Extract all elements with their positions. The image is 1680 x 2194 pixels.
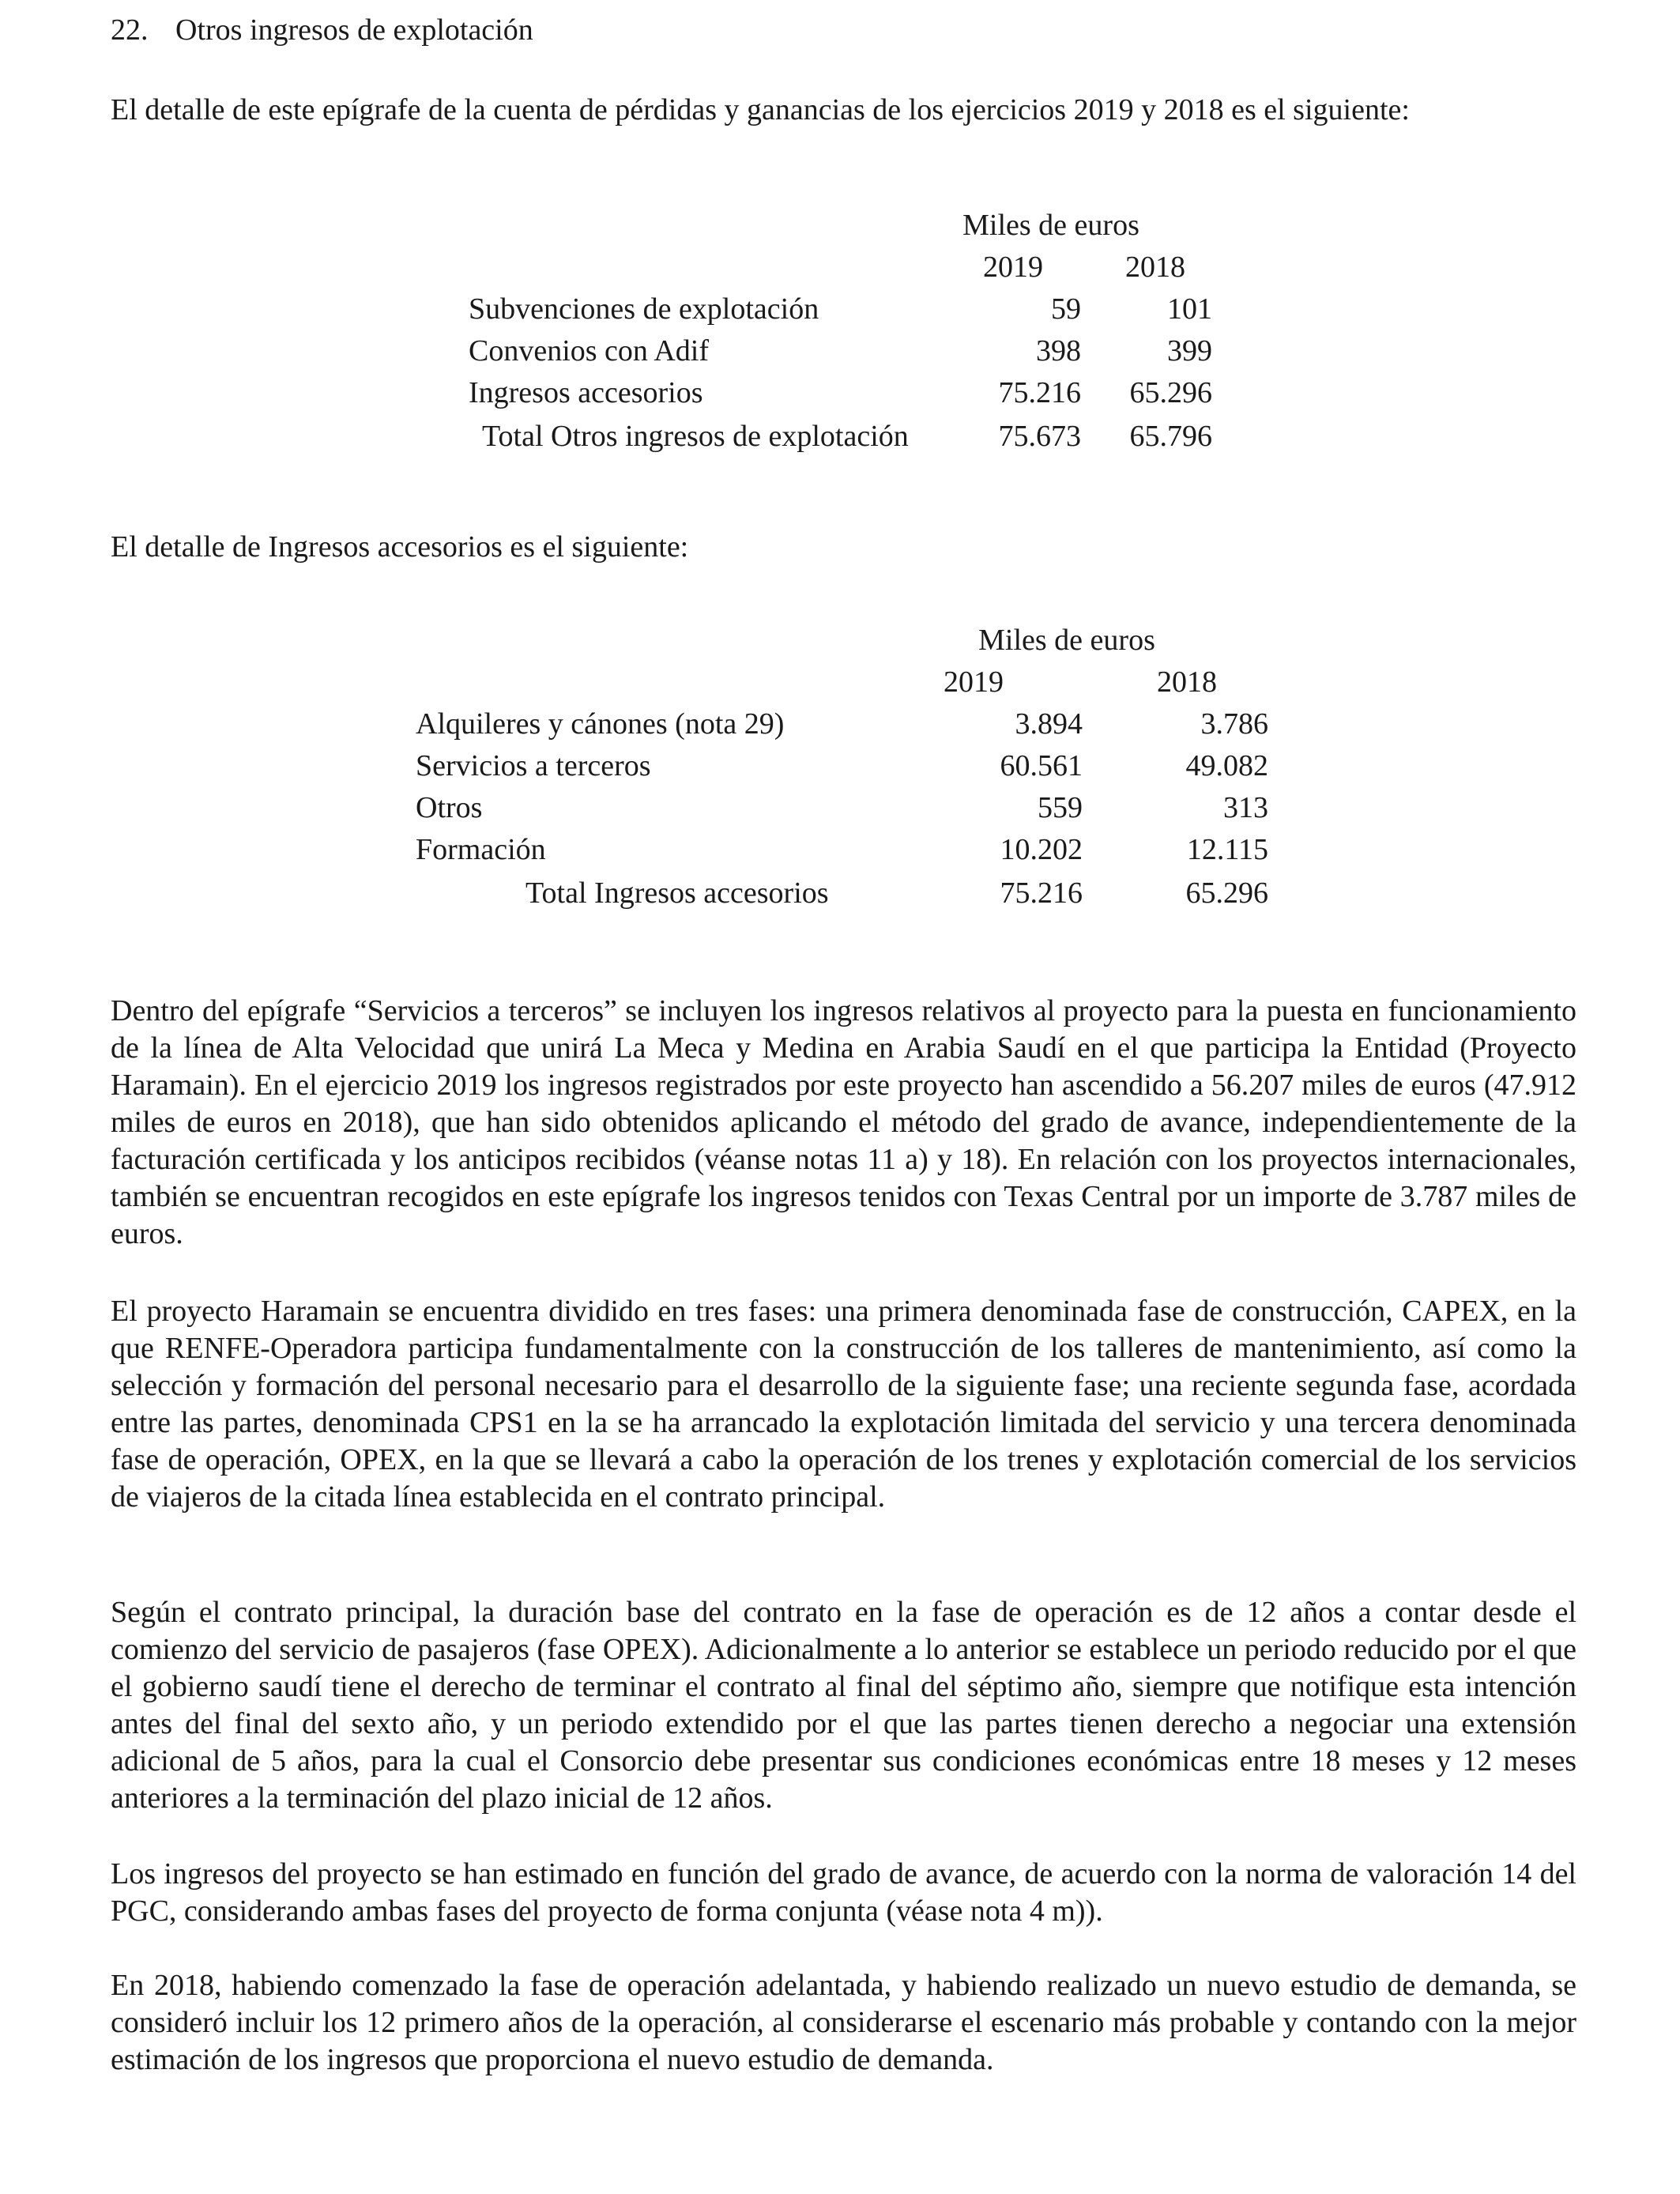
body-paragraph-estimacion-ingresos: Los ingresos del proyecto se han estimado en función del grado de avance, de acuerdo con la norma de valoración 14 del PGC, considerando ambas fases del proyecto de forma conjunta (véase nota 4 m)). xyxy=(111,1857,1576,1928)
table2-total-label: Total Ingresos accesorios xyxy=(525,876,829,910)
table1-row-value-2019: 75.216 xyxy=(998,376,1081,409)
table1-total-value-2018: 65.796 xyxy=(1129,420,1212,453)
table1-row-value-2018: 399 xyxy=(1167,334,1212,368)
body-paragraph-2018-estudio: En 2018, habiendo comenzado la fase de operación adelantada, y habiendo realizado un nuevo estudio de demanda, se consideró incluir los 12 primero años de la operación, al considerarse el escenario más probable y contando con la mejor estimación de los ingresos que proporciona el nuevo estudio de demanda. xyxy=(111,1969,1576,2076)
table2-row-value-2019: 559 xyxy=(1038,791,1083,824)
table2-row-value-2019: 3.894 xyxy=(1015,707,1083,741)
table1-year-2019: 2019 xyxy=(983,251,1043,284)
table1-total-label: Total Otros ingresos de explotación xyxy=(482,420,909,453)
table2-unit-header: Miles de euros xyxy=(978,624,1155,657)
table1-total-value-2019: 75.673 xyxy=(998,420,1081,453)
table2-row-value-2018: 49.082 xyxy=(1185,749,1268,782)
table2-row-label: Otros xyxy=(416,791,483,824)
table2-row-label: Alquileres y cánones (nota 29) xyxy=(416,707,785,741)
intro-paragraph-1: El detalle de este epígrafe de la cuenta de pérdidas y ganancias de los ejercicios 2019 y 2018 es el siguiente: xyxy=(111,93,1410,126)
table1-row-value-2018: 101 xyxy=(1167,292,1212,326)
body-paragraph-servicios-terceros: Dentro del epígrafe “Servicios a terceros” se incluyen los ingresos relativos al proyecto para la puesta en funcionamiento de la línea de Alta Velocidad que unirá La Meca y Medina en Arabia Saudí en el que participa la Entidad (Proyecto Haramain). En el ejercicio 2019 los ingresos registrados por este proyecto han ascendido a 56.207 miles de euros (47.912 miles de euros en 2018), que han sido obtenidos aplicando el método del grado de avance, independientemente de la facturación certificada y los anticipos recibidos (véanse notas 11 a) y 18). En relación con los proyectos internacionales, también se encuentran recogidos en este epígrafe los ingresos tenidos con Texas Central por un importe de 3.787 miles de euros. xyxy=(111,994,1576,1250)
section-title: Otros ingresos de explotación xyxy=(175,13,533,47)
table2-year-2018: 2018 xyxy=(1157,665,1217,699)
section-heading xyxy=(111,11,533,49)
table1-row-value-2019: 59 xyxy=(1051,292,1081,326)
body-paragraph-contrato-principal: Según el contrato principal, la duración base del contrato en la fase de operación es de 12 años a contar desde el comienzo del servicio de pasajeros (fase OPEX). Adicionalmente a lo anterior se establece un periodo reducido por el que el gobierno saudí tiene el derecho de terminar el contrato al final del séptimo año, siempre que notifique esta intención antes del final del sexto año, y un periodo extendido por el que las partes tienen derecho a negociar una extensión adicional de 5 años, para la cual el Consorcio debe presentar sus condiciones económicas entre 18 meses y 12 meses anteriores a la terminación del plazo inicial de 12 años. xyxy=(111,1596,1576,1815)
table2-row-value-2018: 3.786 xyxy=(1200,707,1268,741)
table2-row-label: Formación xyxy=(416,833,546,866)
table1-row-value-2018: 65.296 xyxy=(1129,376,1212,409)
table1-row-label: Ingresos accesorios xyxy=(469,376,703,409)
table2-total-value-2019: 75.216 xyxy=(1000,876,1083,910)
table1-row-label: Subvenciones de explotación xyxy=(469,292,819,326)
table2-row-label: Servicios a terceros xyxy=(416,749,651,782)
section-number: 22. xyxy=(111,13,149,47)
intro-paragraph-2: El detalle de Ingresos accesorios es el siguiente: xyxy=(111,530,689,564)
table2-row-value-2019: 60.561 xyxy=(1000,749,1083,782)
body-paragraph-fases-proyecto: El proyecto Haramain se encuentra dividido en tres fases: una primera denominada fase de construcción, CAPEX, en la que RENFE-Operadora participa fundamentalmente con la construcción de los talleres de mantenimiento, así como la selección y formación del personal necesario para el desarrollo de la siguiente fase; una reciente segunda fase, acordada entre las partes, denominada CPS1 en la se ha arrancado la explotación limitada del servicio y una tercera denominada fase de operación, OPEX, en la que se llevará a cabo la operación de los trenes y explotación comercial de los servicios de viajeros de la citada línea establecida en el contrato principal. xyxy=(111,1295,1576,1514)
table2-row-value-2018: 313 xyxy=(1223,791,1268,824)
table1-row-label: Convenios con Adif xyxy=(469,334,709,368)
table2-row-value-2019: 10.202 xyxy=(1000,833,1083,866)
table1-year-2018: 2018 xyxy=(1125,251,1185,284)
table2-year-2019: 2019 xyxy=(944,665,1004,699)
table1-unit-header: Miles de euros xyxy=(962,209,1139,242)
table2-total-value-2018: 65.296 xyxy=(1185,876,1268,910)
table2-row-value-2018: 12.115 xyxy=(1186,833,1268,866)
table1-row-value-2019: 398 xyxy=(1036,334,1081,368)
